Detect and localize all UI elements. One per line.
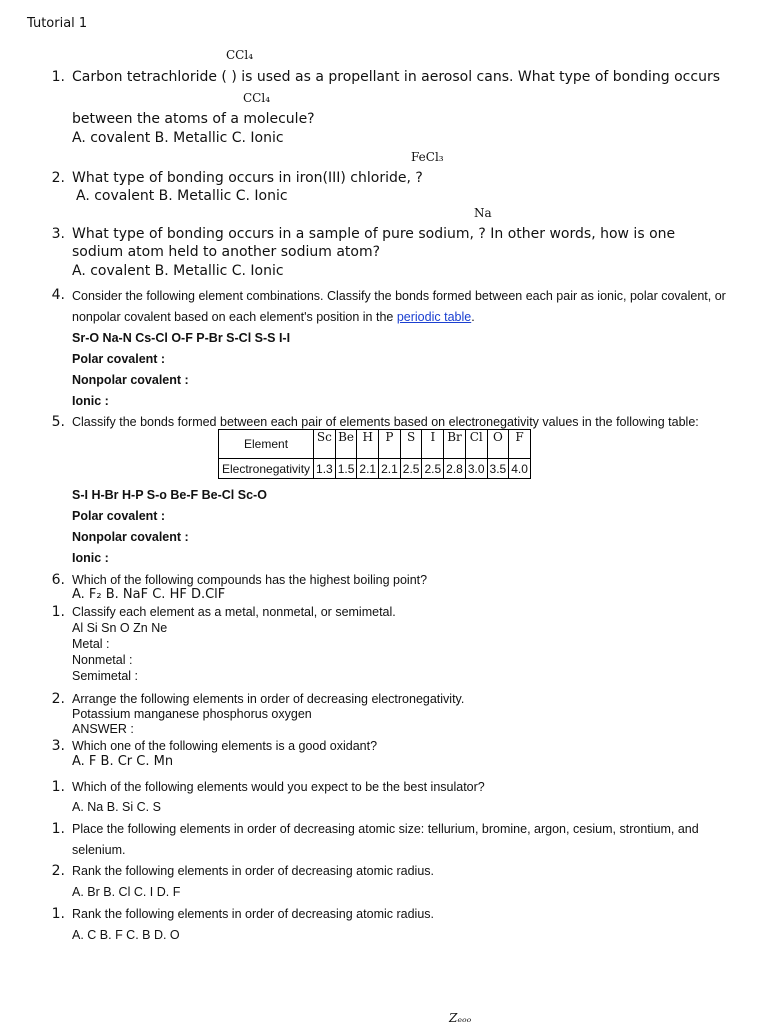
q5-nonpolar-label: Nonpolar covalent : [72,530,189,544]
table-element: H [357,430,379,459]
q6-options: A. F₂ B. NaF C. HF D.ClF [72,587,226,602]
p1-elements: Al Si Sn O Zn Ne [72,621,168,635]
q5-text: Classify the bonds formed between each pair of elements based on electronegativity values in the following table: [72,415,699,429]
r1-text: Which of the following elements would you expect to be the best insulator? [72,780,485,794]
table-element: P [379,430,401,459]
table-element: O [487,430,509,459]
table-element: Cl [465,430,487,459]
r1-number: 1. [51,779,65,795]
p2-elements: Potassium manganese phosphorus oxygen [72,707,312,721]
q2-number: 2. [51,170,65,186]
table-value: 2.5 [400,459,422,479]
r1-options: A. Na B. Si C. S [72,800,161,814]
s2-text: Rank the following elements in order of decreasing atomic radius. [72,864,434,878]
q1-number: 1. [51,69,65,85]
q2-text: What type of bonding occurs in iron(III) chloride, ? [72,170,423,186]
table-label-en: Electronegativity [219,459,314,479]
p2-answer-label: ANSWER : [72,722,134,736]
s3-options: A. C B. F C. B D. O [72,928,180,942]
q4-polar-label: Polar covalent : [72,352,166,366]
s3-text: Rank the following elements in order of decreasing atomic radius. [72,907,434,921]
p2-number: 2. [51,691,65,707]
p1-metal-label: Metal : [72,637,110,651]
table-element: I [422,430,444,459]
p3-text: Which one of the following elements is a good oxidant? [72,739,378,753]
table-label-element: Element [219,430,314,459]
p1-number: 1. [51,604,65,620]
q4-text-2: nonpolar covalent based on each element's position in the periodic table. [72,310,475,324]
q4-number: 4. [51,287,65,303]
q4-text: Consider the following element combinations. Classify the bonds formed between each pair as ionic, polar covalent, or [72,289,726,303]
formula-ccl4: CCl₄ [226,48,254,62]
formula-fecl3: FeCl₃ [411,150,444,164]
p3-number: 3. [51,738,65,754]
s1-text: Place the following elements in order of decreasing atomic size: tellurium, bromine, argon, cesium, strontium, and [72,822,699,836]
q5-polar-label: Polar covalent : [72,509,166,523]
q1-text: Carbon tetrachloride ( ) is used as a propellant in aerosol cans. What type of bonding occurs [72,69,720,85]
p2-text: Arrange the following elements in order of decreasing electronegativity. [72,692,465,706]
formula-na: Na [474,206,492,220]
electronegativity-table [218,429,531,479]
s2-options: A. Br B. Cl C. I D. F [72,885,181,899]
q5-number: 5. [51,414,65,430]
table-value: 4.0 [509,459,531,479]
q1-text-2: between the atoms of a molecule? [72,111,315,127]
q4-ionic-label: Ionic : [72,394,109,408]
q6-number: 6. [51,572,65,588]
page-title: Tutorial 1 [27,16,88,31]
table-value: 2.1 [357,459,379,479]
footer-formula-zeff: Zₑₒₒ [449,1011,472,1025]
table-element: F [509,430,531,459]
periodic-table-link[interactable]: periodic table [396,310,472,324]
p1-nonmetal-label: Nonmetal : [72,653,133,667]
table-value: 1.3 [314,459,336,479]
q4-nonpolar-label: Nonpolar covalent : [72,373,189,387]
p1-semimetal-label: Semimetal : [72,669,138,683]
q3-text: What type of bonding occurs in a sample of pure sodium, ? In other words, how is one [72,226,676,242]
q5-ionic-label: Ionic : [72,551,109,565]
s1-text-2: selenium. [72,843,126,857]
table-value: 3.5 [487,459,509,479]
q3-options: A. covalent B. Metallic C. Ionic [72,263,284,279]
s3-number: 1. [51,906,65,922]
table-element: Be [335,430,357,459]
table-value: 3.0 [465,459,487,479]
formula-ccl4-2: CCl₄ [243,91,271,105]
q3-number: 3. [51,226,65,242]
q1-options: A. covalent B. Metallic C. Ionic [72,130,284,146]
s1-number: 1. [51,821,65,837]
q3-text-2: sodium atom held to another sodium atom? [72,244,381,260]
table-element: Br [444,430,466,459]
q6-text: Which of the following compounds has the highest boiling point? [72,573,428,587]
p3-options: A. F B. Cr C. Mn [72,754,174,769]
table-value: 1.5 [335,459,357,479]
q4-pairs: Sr-O Na-N Cs-Cl O-F P-Br S-Cl S-S I-I [72,331,291,345]
table-value: 2.1 [379,459,401,479]
table-value: 2.8 [444,459,466,479]
s2-number: 2. [51,863,65,879]
p1-text: Classify each element as a metal, nonmetal, or semimetal. [72,605,396,619]
table-value: 2.5 [422,459,444,479]
q5-pairs: S-I H-Br H-P S-o Be-F Be-Cl Sc-O [72,488,267,502]
table-element: S [400,430,422,459]
q2-options: A. covalent B. Metallic C. Ionic [76,188,288,204]
table-element: Sc [314,430,336,459]
